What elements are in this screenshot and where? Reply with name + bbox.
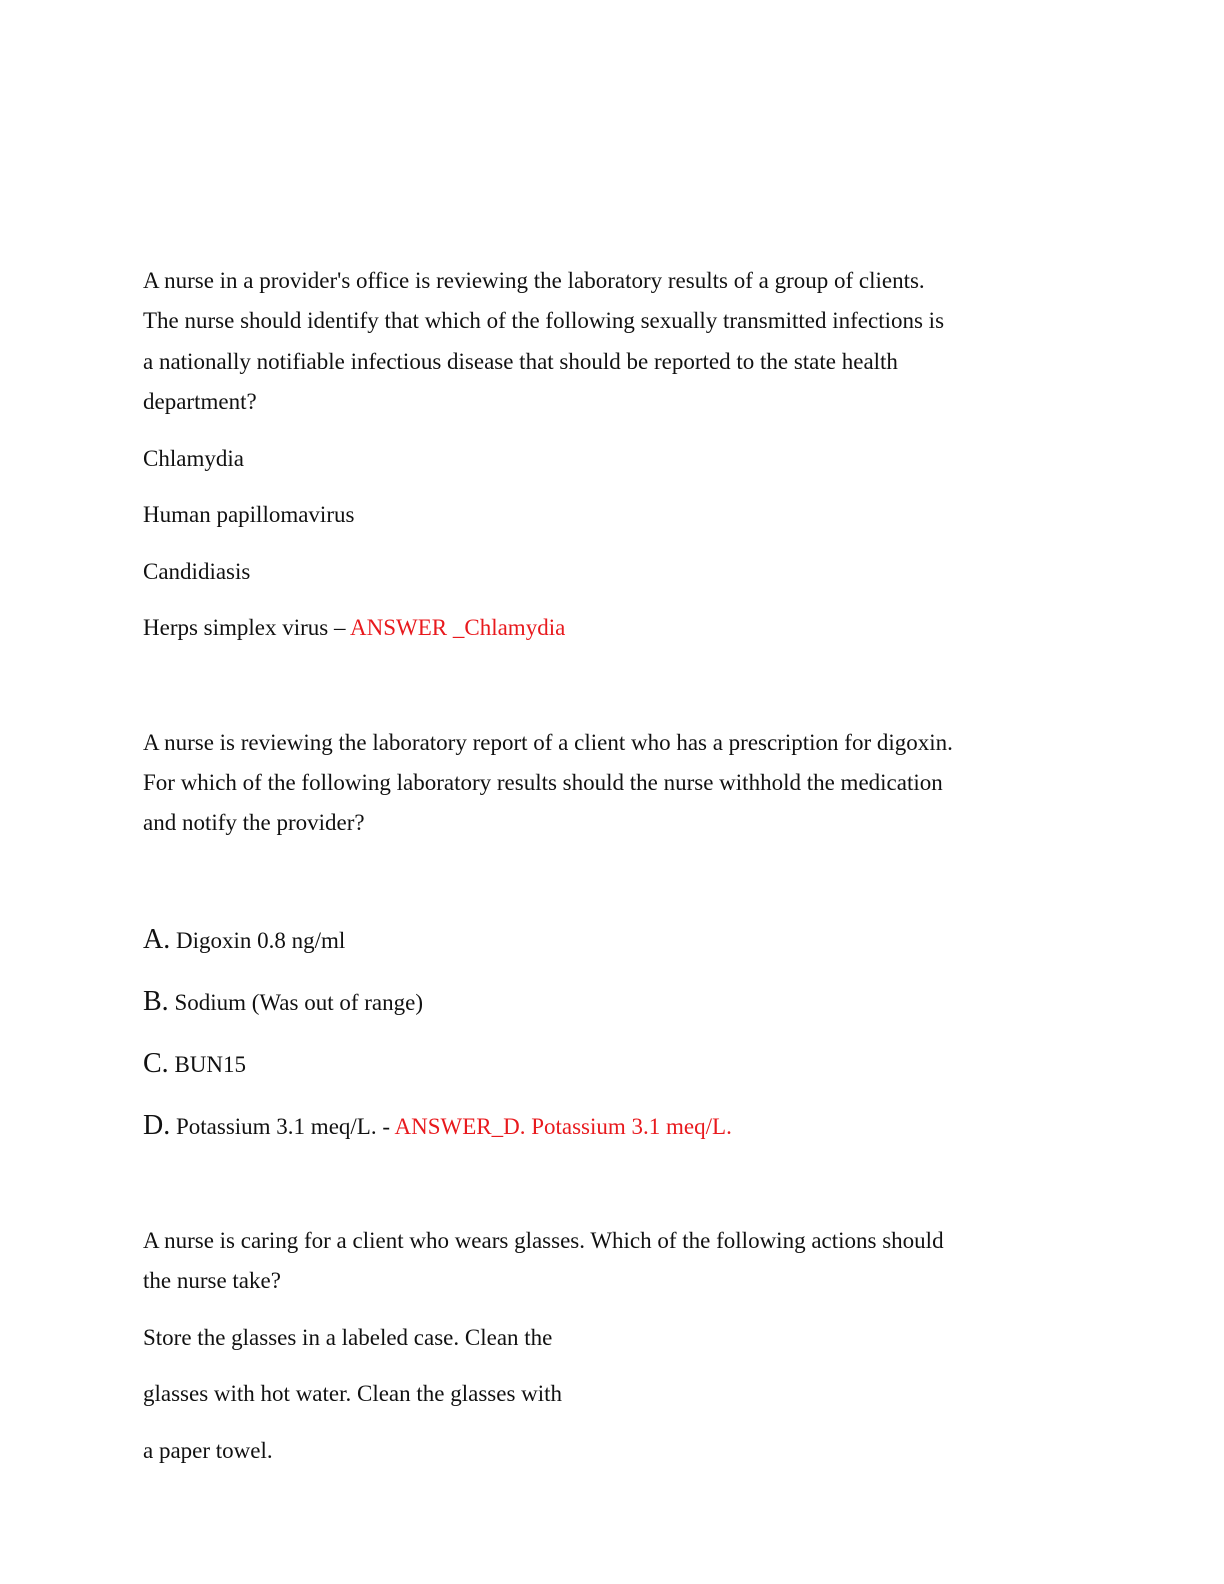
- q2-answer: ANSWER_D. Potassium 3.1 meq/L.: [394, 1114, 732, 1139]
- q2-option-a: [143, 925, 345, 956]
- option-letter: D.: [143, 1110, 171, 1141]
- option-text: BUN15: [174, 1052, 246, 1077]
- q2-stem-line-2: For which of the following laboratory results should the nurse withhold the medication: [143, 770, 943, 795]
- option-text: Sodium (Was out of range): [174, 990, 423, 1015]
- q1-option-1: Chlamydia: [143, 446, 244, 471]
- q1-option-4-row: [143, 613, 565, 643]
- q3-option-line-3: a paper towel.: [143, 1438, 273, 1463]
- option-text: Potassium 3.1 meq/L. -: [175, 1114, 395, 1139]
- q1-stem-line-3: a nationally notifiable infectious disease that should be reported to the state health: [143, 349, 898, 374]
- q1-answer: ANSWER _Chlamydia: [350, 615, 566, 640]
- q1-stem-line-2: The nurse should identify that which of the following sexually transmitted infections is: [143, 308, 945, 333]
- q2-option-c: [143, 1049, 246, 1080]
- q2-stem-line-1: A nurse is reviewing the laboratory report of a client who has a prescription for digoxin.: [143, 730, 953, 755]
- q2-option-b: [143, 987, 423, 1018]
- option-letter: B.: [143, 986, 169, 1017]
- q1-option-3: Candidiasis: [143, 559, 251, 584]
- q2-option-d: [143, 1111, 732, 1142]
- q1-option-2: Human papillomavirus: [143, 502, 355, 527]
- q1-option-4: Herps simplex virus –: [143, 615, 350, 640]
- option-letter: A.: [143, 924, 171, 955]
- q3-option-line-2: glasses with hot water. Clean the glasses with: [143, 1381, 563, 1406]
- option-text: Digoxin 0.8 ng/ml: [175, 928, 346, 953]
- q3-stem-line-1: A nurse is caring for a client who wears glasses. Which of the following actions should: [143, 1228, 944, 1253]
- option-letter: C.: [143, 1048, 169, 1079]
- q1-stem-line-4: department?: [143, 389, 257, 414]
- q3-option-line-1: Store the glasses in a labeled case. Clean the: [143, 1325, 553, 1350]
- q1-stem-line-1: A nurse in a provider's office is reviewing the laboratory results of a group of clients.: [143, 268, 925, 293]
- q3-stem-line-2: the nurse take?: [143, 1268, 281, 1293]
- q2-stem-line-3: and notify the provider?: [143, 810, 365, 835]
